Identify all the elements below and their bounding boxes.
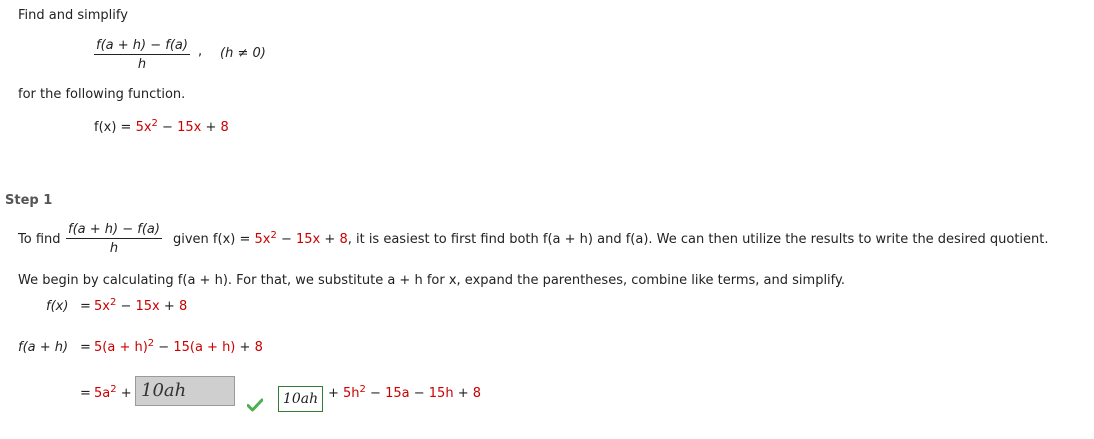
step-label: Step 1 [5,193,53,208]
function-lhs: f(x) = [94,120,136,135]
condition-text: (h ≠ 0) [220,46,266,61]
to-find-text: To find [18,232,61,247]
check-icon [247,398,263,412]
function-quadratic: $5x^2$ [135,118,158,135]
begin-text: We begin by calculating f(a + h). For that, we substitute a + h for x, expand the parentheses, combine like terms, and simplify. [18,273,845,288]
problem-intro: Find and simplify [18,8,128,23]
for-text: for the following function. [18,87,186,102]
line3-tail-terms: + $5h^2 - 15a - 15h + 8$ [328,384,482,401]
line2-rhs: $5(a + h)^2 - 15(a + h) + 8$ [94,338,263,355]
line1-eq: = [80,299,91,314]
line2-eq: = [80,340,91,355]
line1-lhs: f(x) [46,299,69,314]
function-linear: 15x [177,120,202,135]
function-definition: $f(x) = 5x^2 - 15x + 8$ [94,118,229,135]
line3-lhs-terms: $5a^2$ + [94,384,132,401]
quotient-numerator: f(a + h) − f(a) [96,38,188,53]
answer-input[interactable]: 10ah [135,376,235,406]
given-sentence: given $f(x) = 5x^2 - 15x + 8$, it is easiest to first find both f(a + h) and f(a). We can then utilize the results to write the desired quotient. [173,230,1049,247]
step-quotient [66,222,162,256]
line2-lhs: f(a + h) [18,340,69,355]
line1-rhs: $5x^2 - 15x + 8$ [94,297,188,314]
quotient-comma: , [198,44,203,59]
difference-quotient [94,38,190,72]
quotient-denominator: h [137,57,147,72]
line3-eq: = [80,386,91,401]
correct-answer-box: 10ah [278,386,323,412]
step-quotient-denominator: h [109,241,119,256]
step-quotient-numerator: f(a + h) − f(a) [68,222,160,237]
function-constant: 8 [220,120,229,135]
